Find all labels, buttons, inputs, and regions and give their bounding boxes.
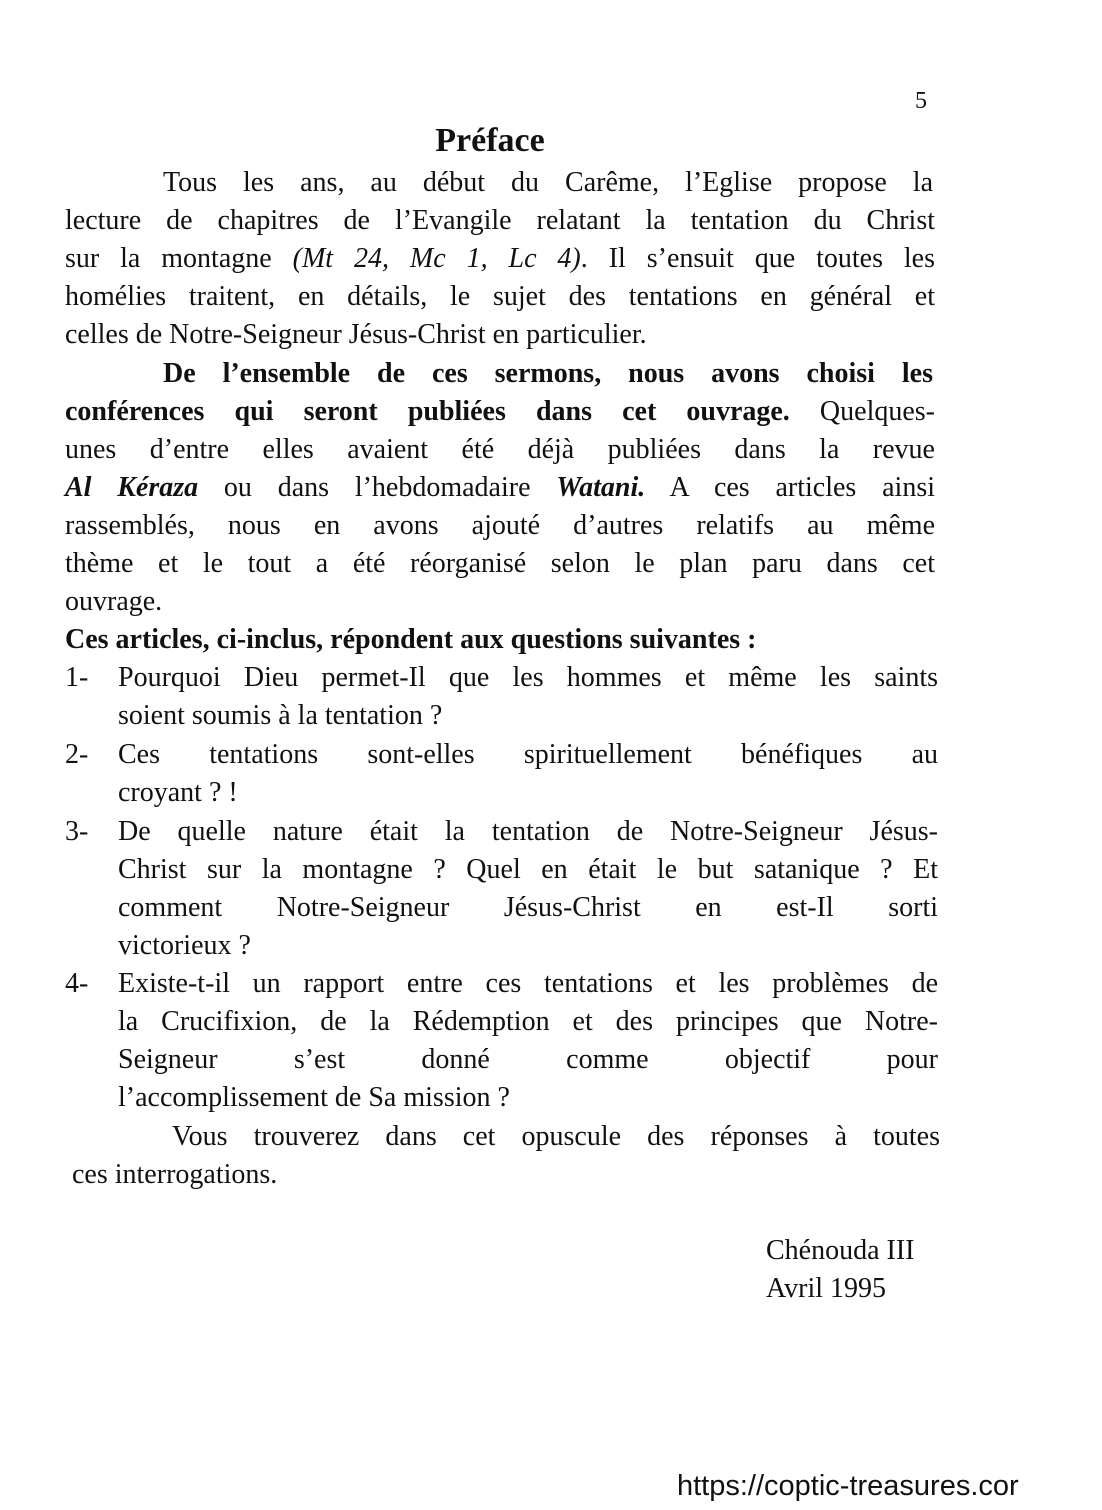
text-line: ces interrogations. xyxy=(72,1159,278,1190)
text-span: A ces articles ainsi xyxy=(645,472,935,503)
question-number: 1- xyxy=(65,662,89,693)
questions-heading: Ces articles, ci-inclus, répondent aux questions suivantes : xyxy=(65,624,757,655)
text-line: De quelle nature était la tentation de Notre-Seigneur Jésus- xyxy=(118,816,938,847)
page-title: Préface xyxy=(435,122,545,159)
text-line: Ces tentations sont-elles spirituellement bénéfiques au xyxy=(118,739,938,770)
text-line: croyant ? ! xyxy=(118,777,238,808)
text-line xyxy=(65,394,935,430)
text-line: ouvrage. xyxy=(65,586,163,617)
question-number: 2- xyxy=(65,739,89,770)
signature-name: Chénouda III xyxy=(766,1235,915,1266)
text-line xyxy=(65,241,935,277)
bold-text: conférences qui seront publiées dans cet ouvrage. xyxy=(65,396,790,427)
text-line: rassemblés, nous en avons ajouté d’autres relatifs au même xyxy=(65,510,935,541)
question-number: 3- xyxy=(65,816,89,847)
text-line: Existe-t-il un rapport entre ces tentations et les problèmes de xyxy=(118,968,938,999)
text-span: sur la montagne xyxy=(65,243,293,274)
text-line: Seigneur s’est donné comme objectif pour xyxy=(118,1044,938,1075)
text-line xyxy=(163,356,933,392)
text-line: homélies traitent, en détails, le sujet des tentations en général et xyxy=(65,281,935,312)
text-line: soient soumis à la tentation ? xyxy=(118,700,443,731)
page-number: 5 xyxy=(915,88,927,114)
text-line: lecture de chapitres de l’Evangile relatant la tentation du Christ xyxy=(65,205,935,236)
text-line xyxy=(65,470,935,506)
text-line: unes d’entre elles avaient été déjà publiées dans la revue xyxy=(65,434,935,465)
question-number: 4- xyxy=(65,968,89,999)
text-line: Christ sur la montagne ? Quel en était le but satanique ? Et xyxy=(118,854,938,885)
text-span: Quelques- xyxy=(789,396,935,427)
text-span: ou dans l’hebdomadaire xyxy=(198,472,557,503)
watermark-url: https://coptic-treasures.cor xyxy=(677,1470,1019,1502)
text-line: comment Notre-Seigneur Jésus-Christ en est-Il sorti xyxy=(118,892,938,923)
scripture-reference: (Mt 24, Mc 1, Lc 4) xyxy=(292,243,581,274)
text-line: Pourquoi Dieu permet-Il que les hommes et même les saints xyxy=(118,662,938,693)
signature-date: Avril 1995 xyxy=(766,1273,887,1304)
text-line: la Crucifixion, de la Rédemption et des principes que Notre- xyxy=(118,1006,938,1037)
text-line: celles de Notre-Seigneur Jésus-Christ en particulier. xyxy=(65,319,647,350)
publication-name: Watani. xyxy=(556,472,646,503)
text-span: . Il s’ensuit que toutes les xyxy=(580,243,936,274)
bold-text: De l’ensemble de ces sermons, nous avons choisi les xyxy=(163,358,933,389)
text-line: victorieux ? xyxy=(118,930,251,961)
text-line: l’accomplissement de Sa mission ? xyxy=(118,1082,510,1113)
text-line: Tous les ans, au début du Carême, l’Eglise propose la xyxy=(163,167,933,198)
text-line: Vous trouverez dans cet opuscule des réponses à toutes xyxy=(172,1121,940,1152)
text-line: thème et le tout a été réorganisé selon le plan paru dans cet xyxy=(65,548,935,579)
publication-name: Al Kéraza xyxy=(65,472,199,503)
